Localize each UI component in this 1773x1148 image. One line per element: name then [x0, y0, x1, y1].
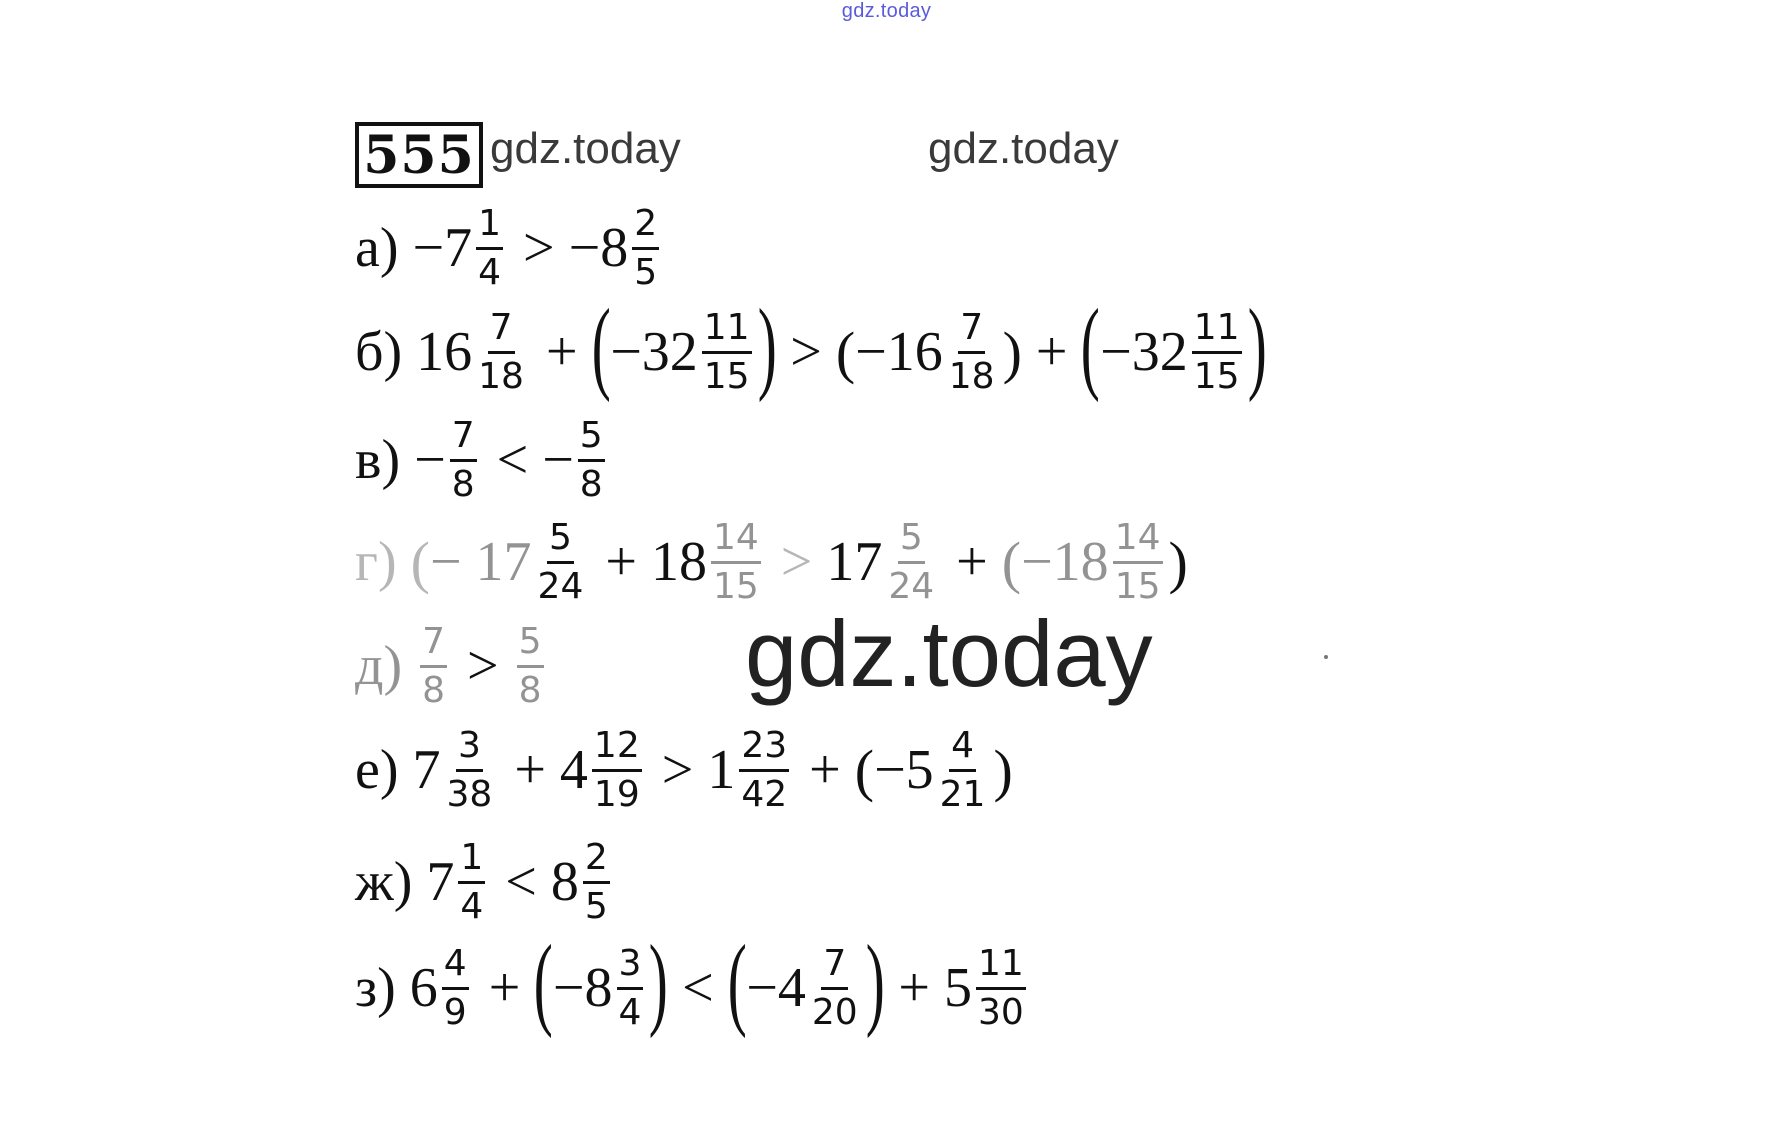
term: −8	[552, 957, 613, 1019]
denominator: 4	[460, 885, 484, 927]
relation-sign: >	[790, 321, 822, 383]
close-paren: )	[1002, 319, 1022, 385]
numerator: 5	[547, 519, 574, 564]
numerator: 4	[442, 945, 469, 990]
denominator: 4	[478, 251, 502, 293]
close-paren: )	[649, 924, 669, 1039]
term: −7	[412, 217, 473, 279]
relation-sign: >	[661, 739, 694, 801]
term: −8	[568, 217, 629, 279]
open-paren: (	[854, 737, 875, 803]
inequality-d	[355, 614, 550, 718]
term: −32	[1100, 321, 1188, 383]
open-paren: (	[1081, 288, 1101, 403]
fraction	[1113, 516, 1163, 607]
denominator: 21	[939, 773, 986, 815]
problem-number: 555	[363, 124, 475, 186]
term: 16	[416, 321, 473, 383]
plus-sign: +	[809, 739, 841, 801]
denominator: 38	[446, 773, 493, 815]
denominator: 15	[712, 565, 759, 607]
term: 8	[550, 851, 579, 913]
close-paren: )	[1247, 288, 1267, 403]
inequality-z	[355, 924, 1032, 1040]
denominator: 30	[977, 991, 1024, 1033]
plus-sign: +	[605, 531, 637, 593]
inequality-a	[355, 196, 665, 300]
denominator: 8	[451, 463, 475, 505]
numerator: 5	[898, 519, 925, 564]
denominator: 15	[1114, 565, 1161, 607]
numerator: 3	[617, 945, 644, 990]
item-label: ж)	[355, 851, 413, 913]
numerator: 11	[1192, 309, 1242, 354]
term: − 17	[429, 531, 532, 593]
close-paren: )	[757, 288, 777, 403]
fraction	[583, 836, 610, 927]
minus-sign: −	[414, 429, 446, 491]
close-paren: )	[1168, 529, 1188, 595]
denominator: 8	[422, 669, 446, 711]
term: 6	[409, 957, 438, 1019]
item-label: а)	[355, 217, 399, 279]
denominator: 5	[584, 885, 608, 927]
numerator: 2	[583, 839, 610, 884]
fraction	[517, 620, 544, 711]
term: 7	[426, 851, 455, 913]
item-label: е)	[355, 739, 399, 801]
close-paren: )	[865, 924, 885, 1039]
fraction	[442, 942, 469, 1033]
relation-sign: <	[682, 957, 714, 1019]
numerator: 7	[821, 945, 848, 990]
close-paren: )	[993, 737, 1013, 803]
watermark-large: gdz.today	[745, 601, 1153, 706]
denominator: 15	[703, 355, 750, 397]
numerator: 11	[702, 309, 752, 354]
term: −5	[874, 739, 934, 801]
numerator: 3	[456, 727, 483, 772]
fraction	[886, 516, 936, 607]
fraction	[976, 942, 1026, 1033]
denominator: 19	[593, 773, 640, 815]
item-label: б)	[355, 321, 403, 383]
stray-dot	[1324, 655, 1328, 659]
term: 7	[412, 739, 441, 801]
term: 5	[943, 957, 972, 1019]
relation-sign: >	[523, 217, 555, 279]
denominator: 18	[948, 355, 995, 397]
relation-sign: >	[467, 635, 499, 697]
item-label: д)	[355, 635, 403, 697]
watermark: gdz.today	[490, 124, 681, 173]
plus-sign: +	[545, 321, 578, 383]
fraction	[450, 414, 477, 505]
relation-sign: >	[780, 531, 813, 593]
fraction	[445, 724, 495, 815]
inequality-b	[355, 288, 1267, 404]
relation-sign: <	[496, 429, 529, 491]
fraction	[739, 724, 789, 815]
term: −16	[855, 321, 943, 383]
numerator: 1	[476, 205, 503, 250]
fraction	[592, 724, 642, 815]
denominator: 42	[741, 773, 788, 815]
open-paren: (	[410, 529, 430, 595]
numerator: 4	[949, 727, 976, 772]
term: −18	[1021, 531, 1109, 593]
term: 1	[707, 739, 736, 801]
denominator: 8	[518, 669, 542, 711]
denominator: 15	[1193, 355, 1240, 397]
fraction	[617, 942, 644, 1033]
denominator: 8	[579, 463, 603, 505]
plus-sign: +	[1035, 321, 1068, 383]
denominator: 24	[888, 565, 935, 607]
denominator: 9	[443, 991, 467, 1033]
inequality-g	[355, 510, 1188, 614]
numerator: 5	[578, 417, 605, 462]
fraction	[711, 516, 761, 607]
term: 4	[559, 739, 588, 801]
open-paren: (	[727, 924, 747, 1039]
open-paren: (	[591, 288, 611, 403]
fraction	[420, 620, 447, 711]
plus-sign: +	[514, 739, 546, 801]
fraction	[1192, 306, 1242, 397]
fraction	[632, 202, 659, 293]
numerator: 2	[632, 205, 659, 250]
fraction	[476, 202, 503, 293]
fraction	[702, 306, 752, 397]
denominator: 24	[537, 565, 584, 607]
numerator: 7	[450, 417, 477, 462]
numerator: 12	[592, 727, 642, 772]
plus-sign: +	[956, 531, 988, 593]
term: −4	[746, 957, 806, 1019]
numerator: 11	[976, 945, 1026, 990]
top-watermark: gdz.today	[841, 0, 932, 22]
open-paren: (	[534, 924, 554, 1039]
numerator: 14	[1113, 519, 1163, 564]
denominator: 5	[634, 251, 658, 293]
numerator: 7	[488, 309, 515, 354]
fraction	[947, 306, 997, 397]
inequality-v	[355, 408, 611, 512]
denominator: 4	[618, 991, 642, 1033]
denominator: 20	[811, 991, 858, 1033]
term: 17	[826, 531, 883, 593]
inequality-e	[355, 718, 1013, 822]
fraction	[578, 414, 605, 505]
numerator: 1	[458, 839, 485, 884]
numerator: 14	[711, 519, 761, 564]
term: −32	[610, 321, 698, 383]
minus-sign: −	[542, 429, 574, 491]
relation-sign: <	[505, 851, 537, 913]
numerator: 7	[958, 309, 985, 354]
open-paren: (	[1001, 529, 1022, 595]
plus-sign: +	[488, 957, 521, 1019]
item-label: г)	[355, 531, 397, 593]
problem-number-box	[355, 122, 483, 188]
fraction	[458, 836, 485, 927]
numerator: 23	[739, 727, 789, 772]
plus-sign: +	[898, 957, 930, 1019]
fraction	[810, 942, 860, 1033]
item-label: в)	[355, 429, 401, 491]
fraction	[476, 306, 526, 397]
open-paren: (	[835, 319, 856, 385]
fraction	[938, 724, 988, 815]
item-label: з)	[355, 957, 396, 1019]
numerator: 7	[420, 623, 447, 668]
numerator: 5	[517, 623, 544, 668]
denominator: 18	[478, 355, 524, 397]
term: 18	[650, 531, 707, 593]
watermark: gdz.today	[928, 124, 1119, 173]
inequality-zh	[355, 830, 616, 934]
fraction	[536, 516, 586, 607]
